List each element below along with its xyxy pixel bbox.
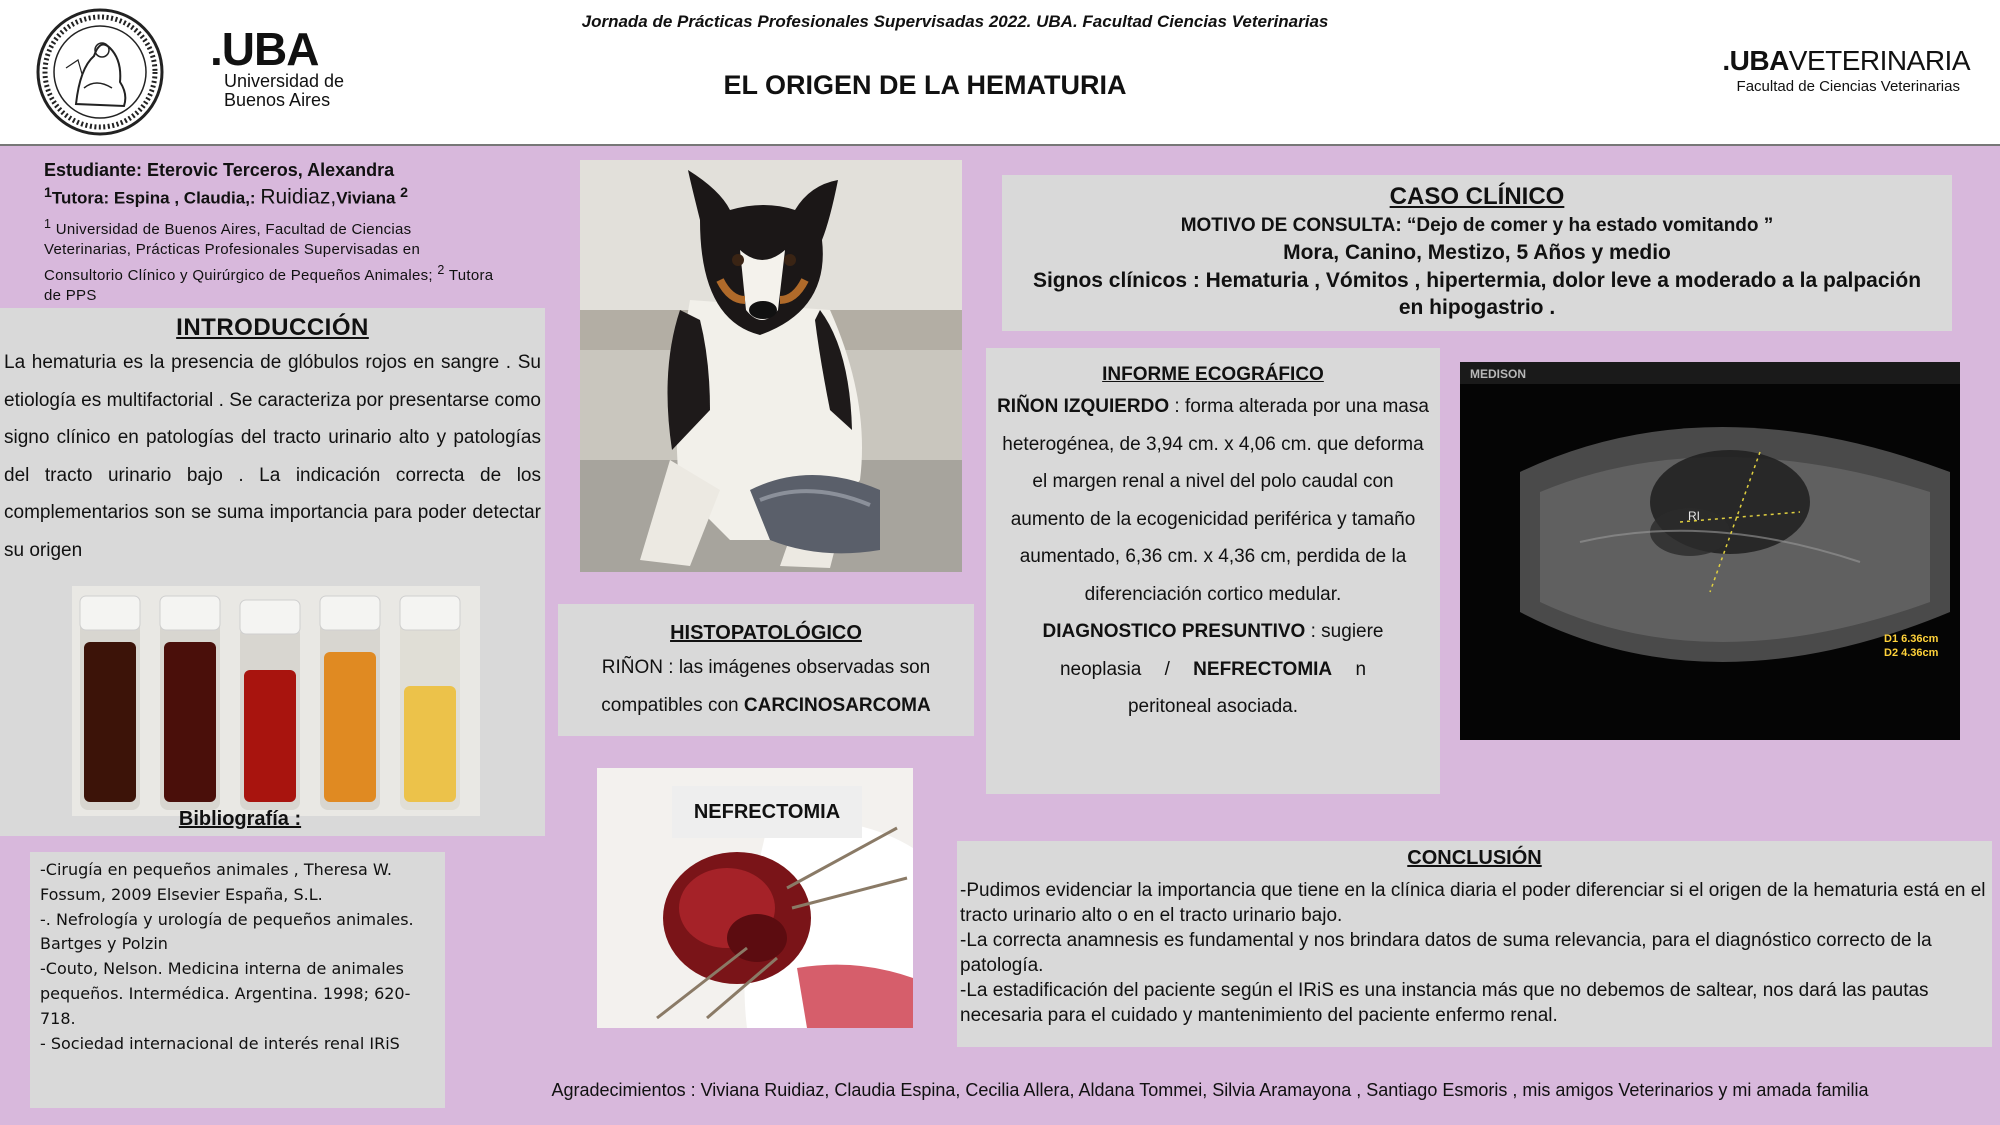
uba-logo-subtitle xyxy=(224,72,360,110)
diagnostico-bold: NEFRECTOMIA xyxy=(1193,658,1333,680)
conclusion-line: -La estadificación del paciente según el IRiS es una instancia más que no debemos de saltear, nos dará las pautas necesaria para el cuidado y mantenimiento del paciente enfermo renal. xyxy=(960,980,1929,1026)
urine-tube-3 xyxy=(240,600,300,810)
university-seal-icon xyxy=(36,8,164,136)
agradecimientos: Agradecimientos : Viviana Ruidiaz, Claudia Espina, Cecilia Allera, Aldana Tommei, Silvia Aramayona , Santiago Esmoris , mis amigos Veterinarios y mi amada familia xyxy=(551,1080,1869,1100)
histo-text xyxy=(558,649,974,725)
uba-veterinaria-logo xyxy=(1650,46,1970,95)
uba-logo-mark: .UBA xyxy=(210,23,319,75)
diagnostico-text1: : sugiere xyxy=(1305,621,1384,642)
affil-sup1: 1 xyxy=(44,216,52,231)
biblio-item: - Sociedad internacional de interés renal IRiS xyxy=(40,1033,400,1053)
nefrectomia-label: NEFRECTOMIA xyxy=(672,786,862,838)
signos-clinicos: Signos clínicos : Hematuria , Vómitos , hipertermia, dolor leve a moderado a la palpación en hipogastrio . xyxy=(1032,269,1922,319)
affiliation-end: Tutora de PPS xyxy=(44,266,494,304)
tutors-prefix: Tutora: Espina , Claudia,: xyxy=(51,188,261,208)
urine-samples-photo xyxy=(72,586,480,816)
conclusion-text xyxy=(957,878,1992,1028)
biblio-item: -Cirugía en pequeños animales , Theresa W. Fossum, 2009 Elsevier España, S.L. xyxy=(40,860,392,904)
ultrasound-brand: MEDISON xyxy=(1470,367,1527,381)
authors-block xyxy=(44,160,494,306)
conclusion-line: -La correcta anamnesis es fundamental y nos brindara datos de suma relevancia, para el diagnóstico correcto de la patología. xyxy=(960,930,1932,976)
tutors-big: Ruidiaz, xyxy=(260,185,337,209)
biblio-title: Bibliografía : xyxy=(178,808,302,830)
signalment: Mora, Canino, Mestizo, 5 Años y medio xyxy=(1283,241,1671,264)
dog-patient-photo xyxy=(580,160,962,572)
diagnostico-text2a: neoplasia / xyxy=(1059,658,1170,680)
motivo-consulta: MOTIVO DE CONSULTA: “Dejo de comer y ha estado vomitando ” xyxy=(1180,215,1774,236)
eco-title: INFORME ECOGRÁFICO xyxy=(1102,364,1324,385)
uba-logo-line1: Universidad de xyxy=(224,71,345,91)
diagnostico-text3: peritoneal asociada. xyxy=(1127,696,1299,717)
diagnostico-text2b: n xyxy=(1355,658,1367,680)
urine-tube-5 xyxy=(400,596,460,810)
affiliation xyxy=(44,214,494,306)
histo-title: HISTOPATOLÓGICO xyxy=(670,622,862,644)
tutors-line xyxy=(44,185,494,210)
vet-logo-mark xyxy=(1650,46,1970,76)
urine-tube-4 xyxy=(320,596,380,810)
uba-logo xyxy=(210,23,360,116)
ultrasound-d2: D2 4.36cm xyxy=(1884,647,1939,659)
urine-tube-1 xyxy=(80,596,140,810)
tutors-rest: Viviana xyxy=(336,188,396,208)
biblio-item: -Couto, Nelson. Medicina interna de animales pequeños. Intermédica. Argentina. 1998; 620-718. xyxy=(40,959,411,1028)
informe-ecografico-section xyxy=(986,348,1440,794)
diagnostico-line2 xyxy=(994,651,1432,689)
vet-logo-mark-bold: .UBA xyxy=(1722,45,1789,76)
caso-title: CASO CLÍNICO xyxy=(1389,183,1565,210)
affil-sup2: 2 xyxy=(437,262,445,277)
poster-title: EL ORIGEN DE LA HEMATURIA xyxy=(723,70,1127,100)
diagnostico-label: DIAGNOSTICO PRESUNTIVO xyxy=(1042,621,1306,642)
affiliation-text: Universidad de Buenos Aires, Facultad de Ciencias Veterinarias, Prácticas Profesionales Supervisadas en Consultorio Clínico y Quirúrgico de Pequeños Animales; xyxy=(44,220,433,284)
vet-logo-subtitle: Facultad de Ciencias Veterinarias xyxy=(1736,78,1960,95)
jornada-subtitle: Jornada de Prácticas Profesionales Supervisadas 2022. UBA. Facultad Ciencias Veterinarias xyxy=(581,12,1329,31)
biblio-item: -. Nefrología y urología de pequeños animales. Bartges y Polzin xyxy=(40,909,414,954)
conclusion-section xyxy=(957,841,1992,1047)
intro-text: La hematuria es la presencia de glóbulos rojos en sangre . Su etiología es multifactorial . Se caracteriza por presentarse como signo clínico en patologías del tracto urinario alto y patologías del tracto urinario bajo . La indicación correcta de los complementarios son se suma importancia para poder detectar su origen xyxy=(4,352,541,561)
tutor-sup2: 2 xyxy=(400,185,409,201)
rinon-text: : forma alterada por una masa heterogénea, de 3,94 cm. x 4,06 cm. que deforma el margen renal a nivel del polo caudal con aumento de la ecogenicidad periférica y tamaño aumentado, 6,36 cm. x 4,36 cm, perdida de la diferenciación cortico medular. xyxy=(1002,396,1429,605)
tutor-sup1: 1 xyxy=(44,185,52,201)
urine-tube-2 xyxy=(160,596,220,810)
ultrasound-d1: D1 6.36cm xyxy=(1884,633,1939,645)
intro-title: INTRODUCCIÓN xyxy=(176,314,369,341)
ultrasound-image xyxy=(1460,362,1960,740)
histo-section xyxy=(558,604,974,736)
ultrasound-label-ri: RI xyxy=(1688,509,1700,523)
eco-text xyxy=(986,388,1440,726)
rinon-label: RIÑON IZQUIERDO xyxy=(997,396,1170,417)
student-name: Estudiante: Eterovic Terceros, Alexandra xyxy=(44,160,395,180)
conclusion-line: -Pudimos evidenciar la importancia que tiene en la clínica diaria el poder diferenciar si el origen de la hematuria está en el tracto urinario alto o en el tracto urinario bajo. xyxy=(960,880,1986,926)
conclusion-title: CONCLUSIÓN xyxy=(1407,847,1542,869)
histo-diagnosis: CARCINOSARCOMA xyxy=(743,695,931,716)
vet-logo-mark-rest: VETERINARIA xyxy=(1788,45,1970,76)
uba-logo-line2: Buenos Aires xyxy=(224,90,331,110)
caso-clinico-section xyxy=(1002,175,1952,331)
biblio-section xyxy=(30,852,445,1108)
histo-text-prefix: RIÑON : las imágenes observadas son compatibles con xyxy=(601,657,931,716)
